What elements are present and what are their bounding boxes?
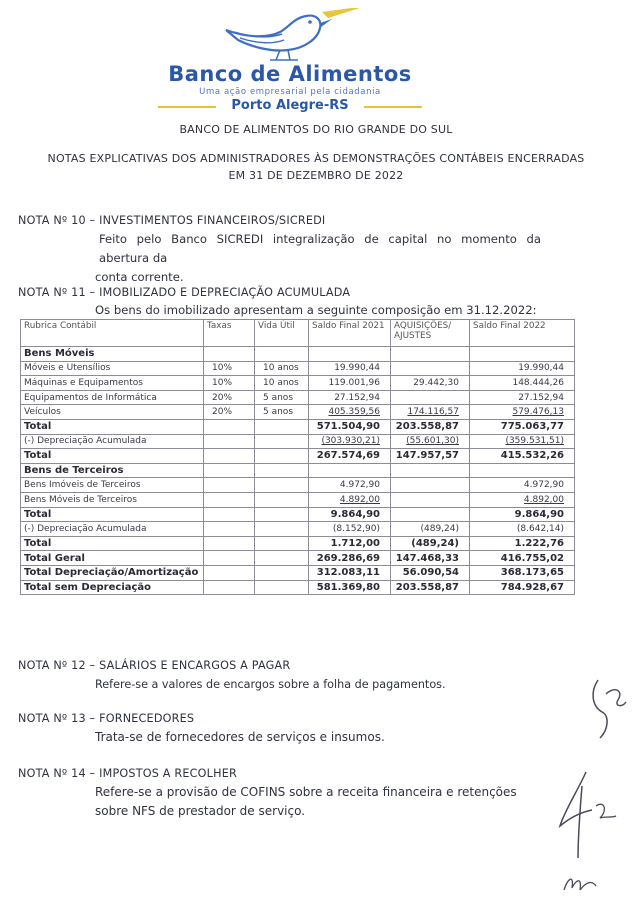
table-cell: 148.444,26 (470, 376, 575, 391)
table-cell: Total Geral (21, 551, 204, 566)
table-row (21, 580, 575, 595)
table-row (21, 463, 575, 478)
table-cell (255, 434, 309, 449)
table-cell (391, 507, 470, 522)
table-cell: 312.083,11 (309, 565, 391, 580)
table-header-cell: AQUISIÇÕES/ AJUSTES (391, 320, 470, 347)
table-cell (204, 565, 255, 580)
table-cell (204, 347, 255, 362)
table-cell (470, 405, 575, 420)
table-cell (255, 492, 309, 507)
table-row (21, 536, 575, 551)
table-cell: 4.972,90 (309, 478, 391, 493)
bird-icon (218, 8, 368, 66)
table-cell (204, 522, 255, 537)
document-title-line2: EM 31 DE DEZEMBRO DE 2022 (228, 169, 404, 182)
table-cell (255, 565, 309, 580)
table-cell (391, 361, 470, 376)
table-cell (204, 492, 255, 507)
nota-10-text (95, 230, 541, 287)
table-cell: 10 anos (255, 376, 309, 391)
underlined-value: 174.116,57 (407, 407, 459, 418)
organization-name: BANCO DE ALIMENTOS DO RIO GRANDE DO SUL (179, 123, 453, 136)
table-cell (391, 390, 470, 405)
table-cell: 784.928,67 (470, 580, 575, 595)
table-cell (204, 580, 255, 595)
table-cell (391, 463, 470, 478)
underlined-value: (359.531,51) (505, 436, 564, 447)
table-row (21, 492, 575, 507)
table-cell: 571.504,90 (309, 419, 391, 434)
underlined-value: (303.930,21) (321, 436, 380, 447)
table-cell (255, 463, 309, 478)
table-cell (470, 463, 575, 478)
table-row (21, 434, 575, 449)
table-row (21, 347, 575, 362)
table-cell: Bens Móveis de Terceiros (21, 492, 204, 507)
underlined-value: 579.476,13 (512, 407, 564, 418)
table-cell: Veículos (21, 405, 204, 420)
table-cell (255, 507, 309, 522)
nota-14-title: NOTA Nº 14 – IMPOSTOS A RECOLHER (18, 767, 237, 780)
table-row (21, 405, 575, 420)
table-cell: Total (21, 507, 204, 522)
table-cell: Total (21, 449, 204, 464)
table-cell: Móveis e Utensílios (21, 361, 204, 376)
table-cell (309, 434, 391, 449)
table-cell: (-) Depreciação Acumulada (21, 434, 204, 449)
table-cell (470, 347, 575, 362)
table-cell (204, 536, 255, 551)
table-cell (255, 522, 309, 537)
table-cell: (-) Depreciação Acumulada (21, 522, 204, 537)
table-cell: 415.532,26 (470, 449, 575, 464)
nota-12-title: NOTA Nº 12 – SALÁRIOS E ENCARGOS A PAGAR (18, 659, 291, 672)
table-cell: Total (21, 419, 204, 434)
table-cell: 19.990,44 (470, 361, 575, 376)
table-cell (204, 478, 255, 493)
table-cell (470, 492, 575, 507)
table-cell: 581.369,80 (309, 580, 391, 595)
nota-11-title: NOTA Nº 11 – IMOBILIZADO E DEPRECIAÇÃO ACUMULADA (18, 286, 351, 299)
table-cell (255, 551, 309, 566)
table-cell: 20% (204, 390, 255, 405)
table-cell (255, 478, 309, 493)
table-cell: 203.558,87 (391, 580, 470, 595)
table-cell (255, 580, 309, 595)
table-row (21, 361, 575, 376)
table-cell (391, 347, 470, 362)
table-cell: 10 anos (255, 361, 309, 376)
table-cell (255, 347, 309, 362)
table-cell: (8.152,90) (309, 522, 391, 537)
table-cell (204, 419, 255, 434)
table-row (21, 478, 575, 493)
table-cell (470, 434, 575, 449)
fixed-assets-table (20, 319, 575, 595)
handwritten-initials (560, 868, 600, 898)
table-cell: 29.442,30 (391, 376, 470, 391)
table-cell: 416.755,02 (470, 551, 575, 566)
table-cell: 10% (204, 376, 255, 391)
nota-14-text (95, 783, 541, 821)
table-row (21, 449, 575, 464)
underlined-value: 405.359,56 (328, 407, 380, 418)
table-cell: 5 anos (255, 390, 309, 405)
table-cell: Total Depreciação/Amortização (21, 565, 204, 580)
table-row (21, 551, 575, 566)
table-cell: 775.063,77 (470, 419, 575, 434)
table-row (21, 419, 575, 434)
table-cell: 368.173,65 (470, 565, 575, 580)
logo-divider-right (364, 106, 422, 108)
underlined-value: (55.601,30) (406, 436, 459, 447)
table-header-cell: Saldo Final 2021 (309, 320, 391, 347)
table-cell: (8.642,14) (470, 522, 575, 537)
table-cell: Bens de Terceiros (21, 463, 204, 478)
table-cell: 147.468,33 (391, 551, 470, 566)
table-cell: Equipamentos de Informática (21, 390, 204, 405)
table-row (21, 376, 575, 391)
table-cell (204, 449, 255, 464)
table-cell: 9.864,90 (309, 507, 391, 522)
table-cell (255, 449, 309, 464)
table-header-cell: Taxas (204, 320, 255, 347)
table-cell: Bens Móveis (21, 347, 204, 362)
table-cell (204, 434, 255, 449)
nota-13-text: Trata-se de fornecedores de serviços e insumos. (95, 730, 385, 744)
table-cell: (489,24) (391, 522, 470, 537)
table-cell: 267.574,69 (309, 449, 391, 464)
table-cell: 147.957,57 (391, 449, 470, 464)
table-cell: 27.152,94 (309, 390, 391, 405)
table-cell: 1.712,00 (309, 536, 391, 551)
table-cell: 5 anos (255, 405, 309, 420)
table-cell: 27.152,94 (470, 390, 575, 405)
table-cell (204, 551, 255, 566)
table-cell: 19.990,44 (309, 361, 391, 376)
table-cell: 9.864,90 (470, 507, 575, 522)
table-cell (204, 463, 255, 478)
table-cell (255, 536, 309, 551)
nota-11-intro: Os bens do imobilizado apresentam a seguinte composição em 31.12.2022: (95, 303, 537, 317)
table-row (21, 390, 575, 405)
handwritten-signature-2 (556, 766, 632, 862)
table-cell: 10% (204, 361, 255, 376)
table-cell: 1.222,76 (470, 536, 575, 551)
table-header-cell: Vida Útil (255, 320, 309, 347)
logo-city: Porto Alegre-RS (231, 98, 349, 113)
handwritten-signature-1 (588, 672, 632, 742)
table-cell: 4.972,90 (470, 478, 575, 493)
table-cell (391, 434, 470, 449)
table-cell (309, 492, 391, 507)
document-title-line1: NOTAS EXPLICATIVAS DOS ADMINISTRADORES ÀS DEMONSTRAÇÕES CONTÁBEIS ENCERRADAS (47, 152, 585, 165)
nota-14-text-line2: sobre NFS de prestador de serviço. (95, 804, 306, 818)
table-cell (391, 478, 470, 493)
nota-10-text-line1: Feito pelo Banco SICREDI integralização de capital no momento da abertura da (99, 232, 541, 265)
table-cell (309, 463, 391, 478)
logo-tagline: Uma ação empresarial pela cidadania (199, 87, 381, 97)
table-cell (309, 405, 391, 420)
table-cell (204, 507, 255, 522)
table-cell (255, 419, 309, 434)
table-cell: 20% (204, 405, 255, 420)
table-cell (391, 492, 470, 507)
nota-13-title: NOTA Nº 13 – FORNECEDORES (18, 712, 195, 725)
table-cell: (489,24) (391, 536, 470, 551)
table-cell: 119.001,96 (309, 376, 391, 391)
table-cell (309, 347, 391, 362)
table-header-cell: Rubrica Contábil (21, 320, 204, 347)
nota-10-text-line2: conta corrente. (95, 270, 184, 284)
table-cell: Total (21, 536, 204, 551)
nota-12-text: Refere-se a valores de encargos sobre a folha de pagamentos. (95, 678, 446, 691)
table-cell: Bens Imóveis de Terceiros (21, 478, 204, 493)
underlined-value: 4.892,00 (339, 494, 380, 505)
table-cell: Total sem Depreciação (21, 580, 204, 595)
table-row (21, 522, 575, 537)
nota-14-text-line1: Refere-se a provisão de COFINS sobre a receita financeira e retenções (95, 785, 517, 799)
table-cell: 269.286,69 (309, 551, 391, 566)
table-cell: 56.090,54 (391, 565, 470, 580)
table-header-row (21, 320, 575, 347)
table-row (21, 565, 575, 580)
logo-title: Banco de Alimentos (168, 62, 412, 86)
table-cell: Máquinas e Equipamentos (21, 376, 204, 391)
organization-logo (140, 8, 440, 113)
underlined-value: 4.892,00 (523, 494, 564, 505)
table-row (21, 507, 575, 522)
table-cell (391, 405, 470, 420)
nota-10-title: NOTA Nº 10 – INVESTIMENTOS FINANCEIROS/SICREDI (18, 214, 326, 227)
table-header-cell: Saldo Final 2022 (470, 320, 575, 347)
table-cell: 203.558,87 (391, 419, 470, 434)
